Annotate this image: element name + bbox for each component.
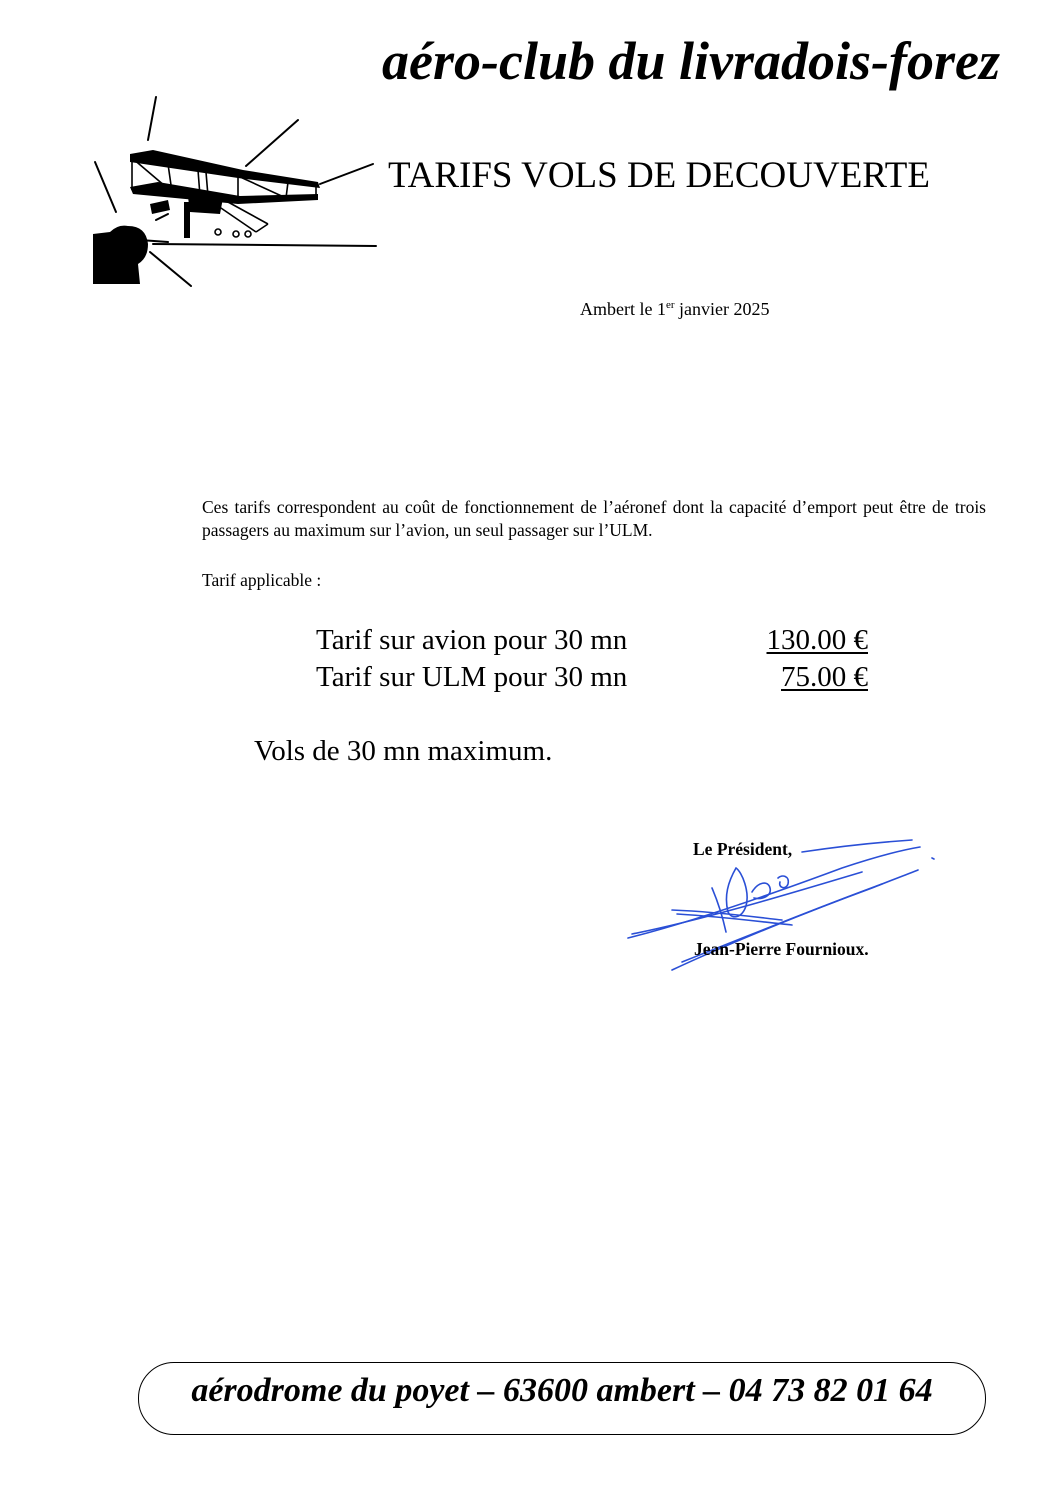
club-name: aéro-club du livradois-forez [382, 31, 1000, 91]
price-row-avion [316, 622, 868, 658]
price-amount: 130.00 € [766, 624, 868, 656]
date-line [580, 297, 770, 321]
max-duration-note: Vols de 30 mn maximum. [254, 735, 553, 767]
date-superscript: er [665, 299, 675, 311]
date-prefix: Ambert le 1 [580, 299, 666, 319]
signatory-title: Le Président, [693, 839, 793, 859]
signature-block [612, 822, 962, 984]
price-label: Tarif sur avion pour 30 mn [316, 624, 628, 656]
price-label: Tarif sur ULM pour 30 mn [316, 661, 628, 693]
signatory-name: Jean-Pierre Fournioux. [694, 939, 869, 959]
date-suffix: janvier 2025 [674, 299, 770, 319]
footer-address: aérodrome du poyet – 63600 ambert – 04 73 82 01 64 [138, 1362, 986, 1435]
intro-paragraph: Ces tarifs correspondent au coût de fonctionnement de l’aéronef dont la capacité d’emport peut être de trois passagers au maximum sur l’avion, un seul passager sur l’ULM. [202, 497, 986, 540]
price-row-ulm [316, 659, 868, 695]
tarif-label: Tarif applicable : [202, 570, 322, 590]
document-title: TARIFS VOLS DE DECOUVERTE [388, 155, 930, 196]
biplane-logo [88, 92, 388, 292]
price-amount: 75.00 € [781, 661, 868, 693]
